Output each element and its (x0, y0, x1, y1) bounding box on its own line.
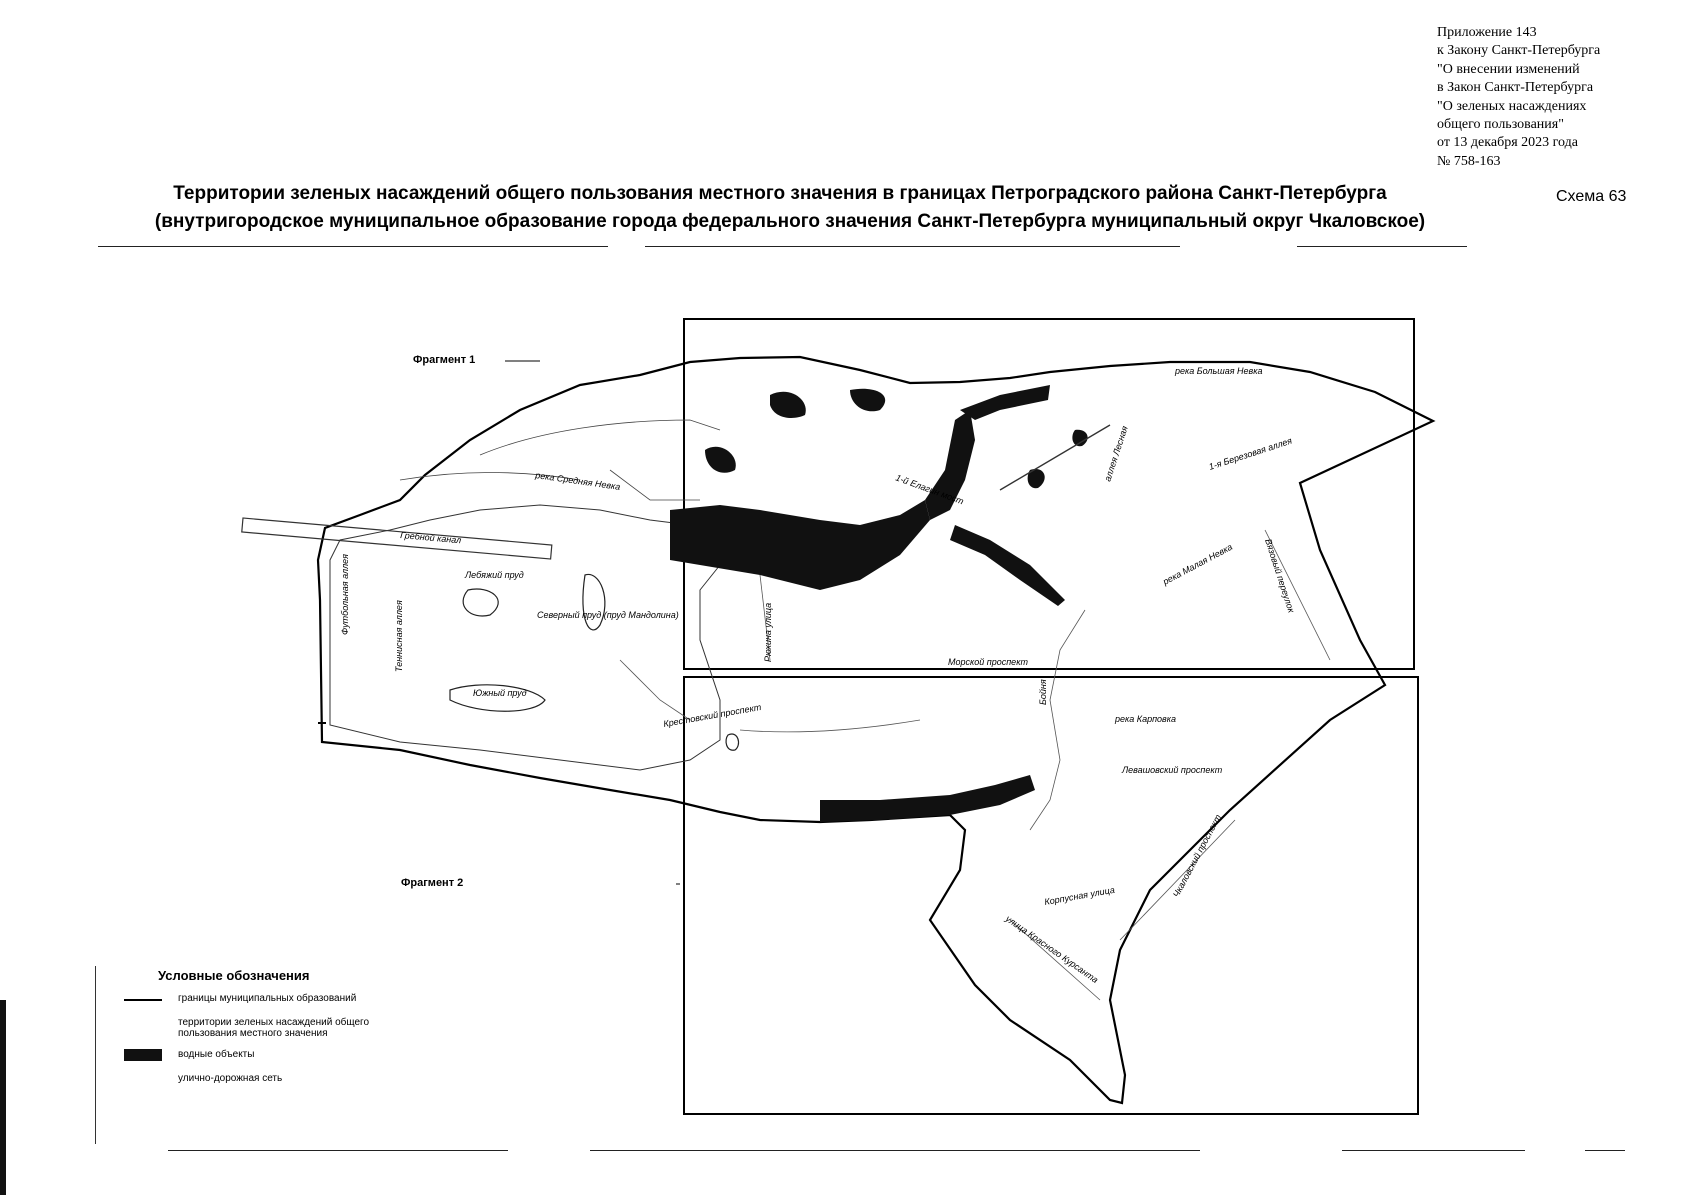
water-channel-1 (925, 410, 975, 520)
legend-item-label: границы муниципальных образований (178, 993, 357, 1004)
grebnoy-canal (242, 518, 552, 559)
label-tennisnaya: Теннисная аллея (394, 600, 404, 672)
legend-item (158, 993, 357, 1007)
label-kr-kursanta: улица Красного Курсанта (1003, 913, 1101, 985)
legend-item-label: улично-дорожная сеть (178, 1073, 283, 1084)
label-morskoy: Морской проспект (948, 657, 1029, 667)
label-severny: Северный пруд (пруд Мандолина) (537, 610, 679, 620)
label-street: Рюхина улица (763, 602, 773, 662)
label-malaya-nevka: река Малая Невка (1161, 541, 1235, 587)
annex-line: "О зеленых насаждениях (1437, 98, 1587, 114)
lebyazhiy-pond (463, 589, 498, 616)
water-bolshaya-nevka (960, 385, 1050, 420)
legend-item (158, 1017, 370, 1039)
legend-boundary-symbol (124, 999, 162, 1001)
label-yuzhny: Южный пруд (473, 688, 527, 698)
label-karpovka: река Карповка (1115, 714, 1176, 724)
legend-title: Условные обозначения (158, 968, 310, 983)
pond (850, 389, 885, 412)
pond (770, 392, 806, 418)
label-lebyazhiy: Лебяжий пруд (465, 570, 524, 580)
legend-item (158, 1073, 309, 1087)
pond (705, 447, 736, 473)
water-malaya-nevka (950, 525, 1065, 606)
legend-water-symbol (124, 1049, 162, 1061)
annex-line: к Закону Санкт-Петербурга (1437, 43, 1601, 59)
road-line (1030, 610, 1085, 830)
annex-line: № 758-163 (1437, 153, 1501, 169)
page-subtitle: (внутригородское муниципальное образование города федерального значения Санкт-Петербурга муниципальный округ Чкаловское) (154, 211, 1426, 232)
legend-item (158, 1049, 309, 1063)
annex-line: от 13 декабря 2023 года (1437, 135, 1578, 151)
legend-item-label: территории зеленых насаждений общего пользования местного значения (178, 1017, 370, 1039)
label-lesnaya: аллея Лесная (1102, 424, 1130, 483)
legend-divider (95, 966, 96, 1144)
label-grebnoy-canal: Гребной канал (399, 530, 462, 546)
label-street-2: Бойня (1038, 679, 1048, 705)
water-srednyaya-nevka (670, 500, 930, 590)
annex-line: Приложение 143 (1437, 25, 1537, 40)
label-bolshaya-nevka: река Большая Невка (1175, 366, 1263, 376)
scheme-number: Схема 63 (1556, 188, 1627, 205)
label-krestovsky: Крестовский проспект (662, 701, 762, 729)
annex-line: общего пользования" (1437, 117, 1564, 133)
road-line (620, 660, 690, 720)
label-levashovsky: Левашовский проспект (1122, 765, 1223, 775)
label-elagin-bridge: 1-й Елагин мост (894, 472, 966, 507)
pond (1072, 430, 1087, 446)
label-berezovaya: 1-я Березовая аллея (1207, 435, 1294, 472)
water-karpovka (820, 775, 1035, 822)
label-futbolnaya: Футбольная аллея (340, 554, 350, 635)
small-pond (726, 734, 738, 750)
legend (158, 968, 370, 1097)
severny-pond (583, 574, 605, 629)
label-srednyaya-nevka: река Средняя Невка (534, 470, 621, 492)
label-korpusnaya: Корпусная улица (1043, 884, 1116, 907)
road-line (740, 720, 920, 732)
fragment-1-label: Фрагмент 1 (413, 354, 476, 366)
label-chkalovsky: Чкаловский проспект (1170, 812, 1224, 899)
annex-line: в Закон Санкт-Петербурга (1437, 80, 1594, 96)
annex-line: "О внесении изменений (1437, 61, 1580, 77)
legend-item-label: водные объекты (178, 1049, 255, 1060)
boundary-tick (318, 722, 326, 724)
fragment-2-label: Фрагмент 2 (401, 877, 464, 889)
road-line (1000, 425, 1110, 490)
page-title: Территории зеленых насаждений общего пользования местного значения в границах Петроградского района Санкт-Петербурга (173, 183, 1387, 204)
shore-line (610, 470, 700, 500)
scan-edge-mark (0, 1000, 6, 1195)
municipal-boundary (318, 357, 1433, 1103)
label-vyazovy: Вязовый переулок (1263, 537, 1297, 614)
